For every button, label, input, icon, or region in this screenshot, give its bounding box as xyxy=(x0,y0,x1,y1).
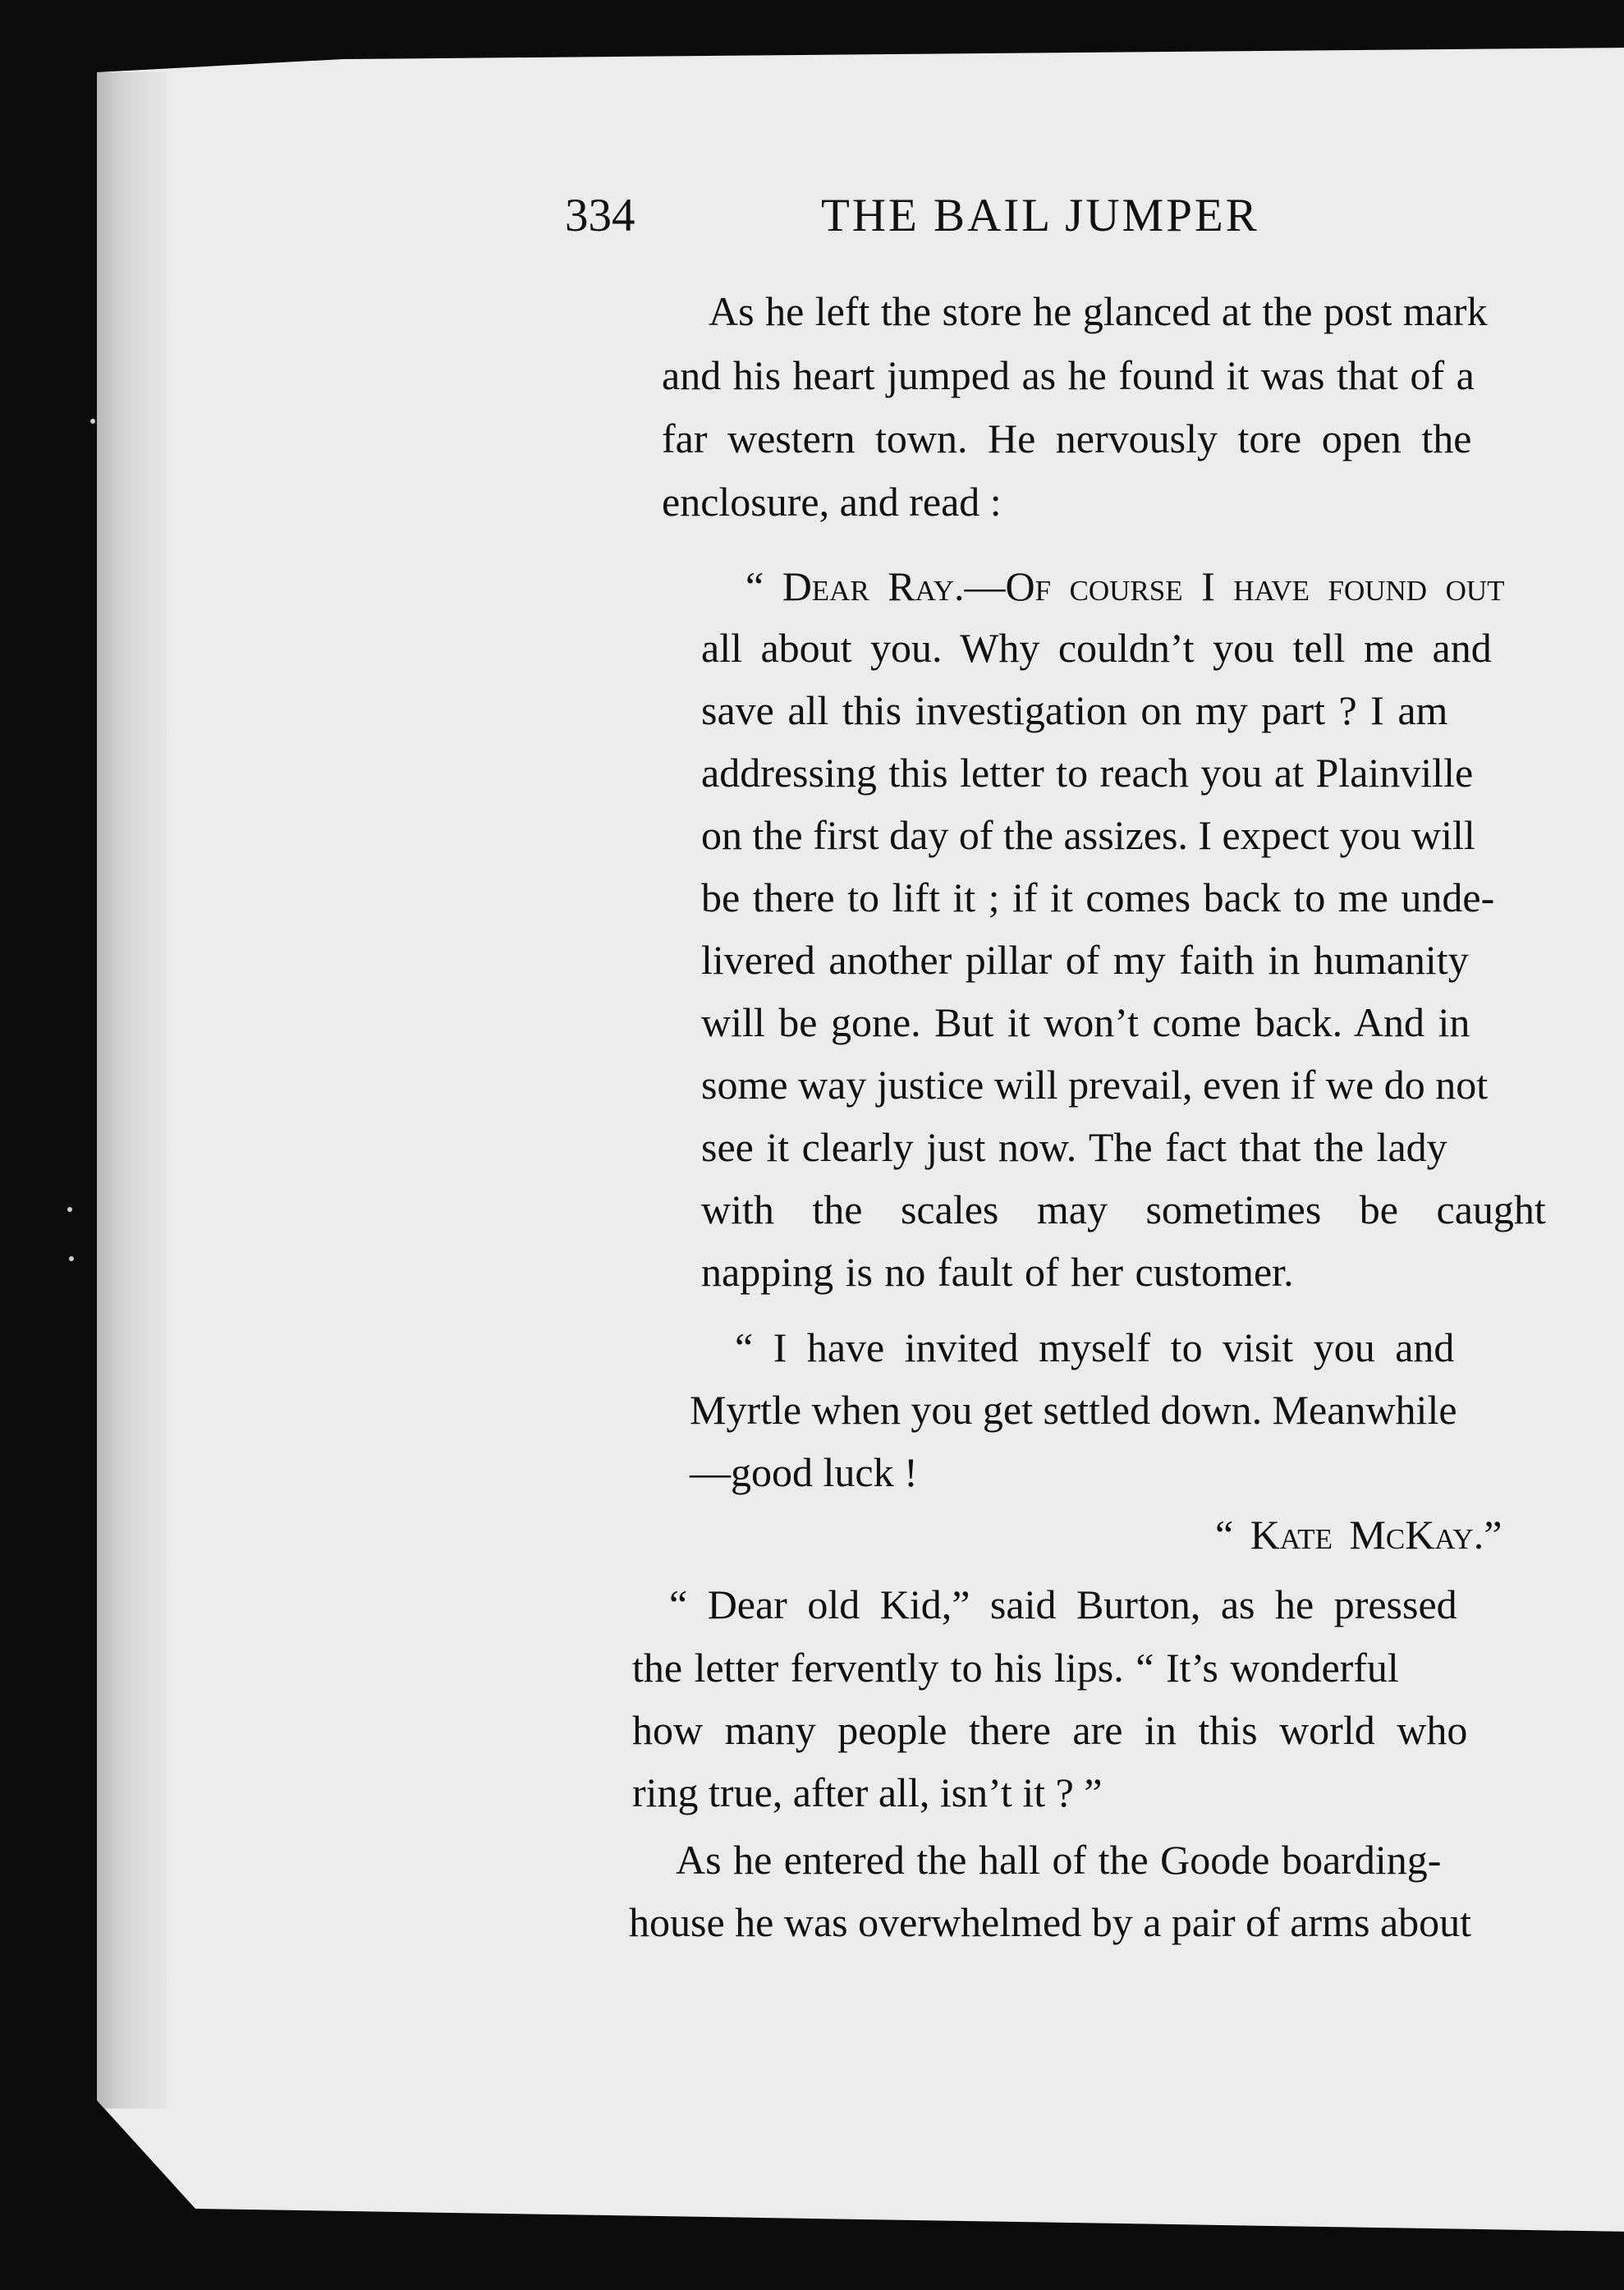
letter-line: all about you. Why couldn’t you tell me and xyxy=(701,625,1492,671)
text-line: house he was overwhelmed by a pair of arms about xyxy=(629,1899,1472,1945)
text-line: and his heart jumped as he found it was that of a xyxy=(662,352,1475,398)
letter-line: —good luck ! xyxy=(690,1449,918,1495)
letter-line: with the scales may sometimes be caught xyxy=(701,1186,1546,1232)
page-gutter-shadow xyxy=(97,72,167,2109)
letter-line: napping is no fault of her customer. xyxy=(701,1249,1294,1295)
scan-speck xyxy=(67,1207,72,1212)
page-number: 334 xyxy=(565,190,635,241)
text-line: far western town. He nervously tore open the xyxy=(662,415,1472,461)
letter-line: see it clearly just now. The fact that the lady xyxy=(701,1124,1447,1170)
text-line: enclosure, and read : xyxy=(662,479,1002,525)
letter-line: addressing this letter to reach you at Plainville xyxy=(701,750,1474,796)
text-line: As he left the store he glanced at the post mark xyxy=(709,288,1488,334)
letter-line: on the first day of the assizes. I expect you will xyxy=(701,812,1475,858)
text-line: the letter fervently to his lips. “ It’s wonderful xyxy=(632,1645,1399,1691)
letter-line: Myrtle when you get settled down. Meanwhile xyxy=(690,1387,1457,1433)
scan-speck xyxy=(69,1256,74,1261)
running-title: THE BAIL JUMPER xyxy=(821,190,1259,241)
letter-line: some way justice will prevail, even if we do not xyxy=(701,1062,1489,1108)
text-line: “ Dear old Kid,” said Burton, as he pressed xyxy=(669,1581,1457,1627)
letter-line: livered another pillar of my faith in humanity xyxy=(701,937,1469,983)
scan-speck xyxy=(90,419,95,424)
letter-line: will be gone. But it won’t come back. And in xyxy=(701,999,1470,1045)
text-line: As he entered the hall of the Goode boarding- xyxy=(676,1837,1442,1883)
text-line: how many people there are in this world who xyxy=(632,1707,1468,1753)
letter-line: be there to lift it ; if it comes back to me unde- xyxy=(701,874,1495,920)
letter-signature: “ Kate McKay.” xyxy=(1215,1512,1502,1558)
text-line: ring true, after all, isn’t it ? ” xyxy=(632,1769,1103,1815)
letter-line: “ I have invited myself to visit you and xyxy=(735,1324,1455,1370)
letter-line: “ Dear Ray.—Of course I have found out xyxy=(745,563,1505,609)
letter-line: save all this investigation on my part ? I am xyxy=(701,687,1448,733)
